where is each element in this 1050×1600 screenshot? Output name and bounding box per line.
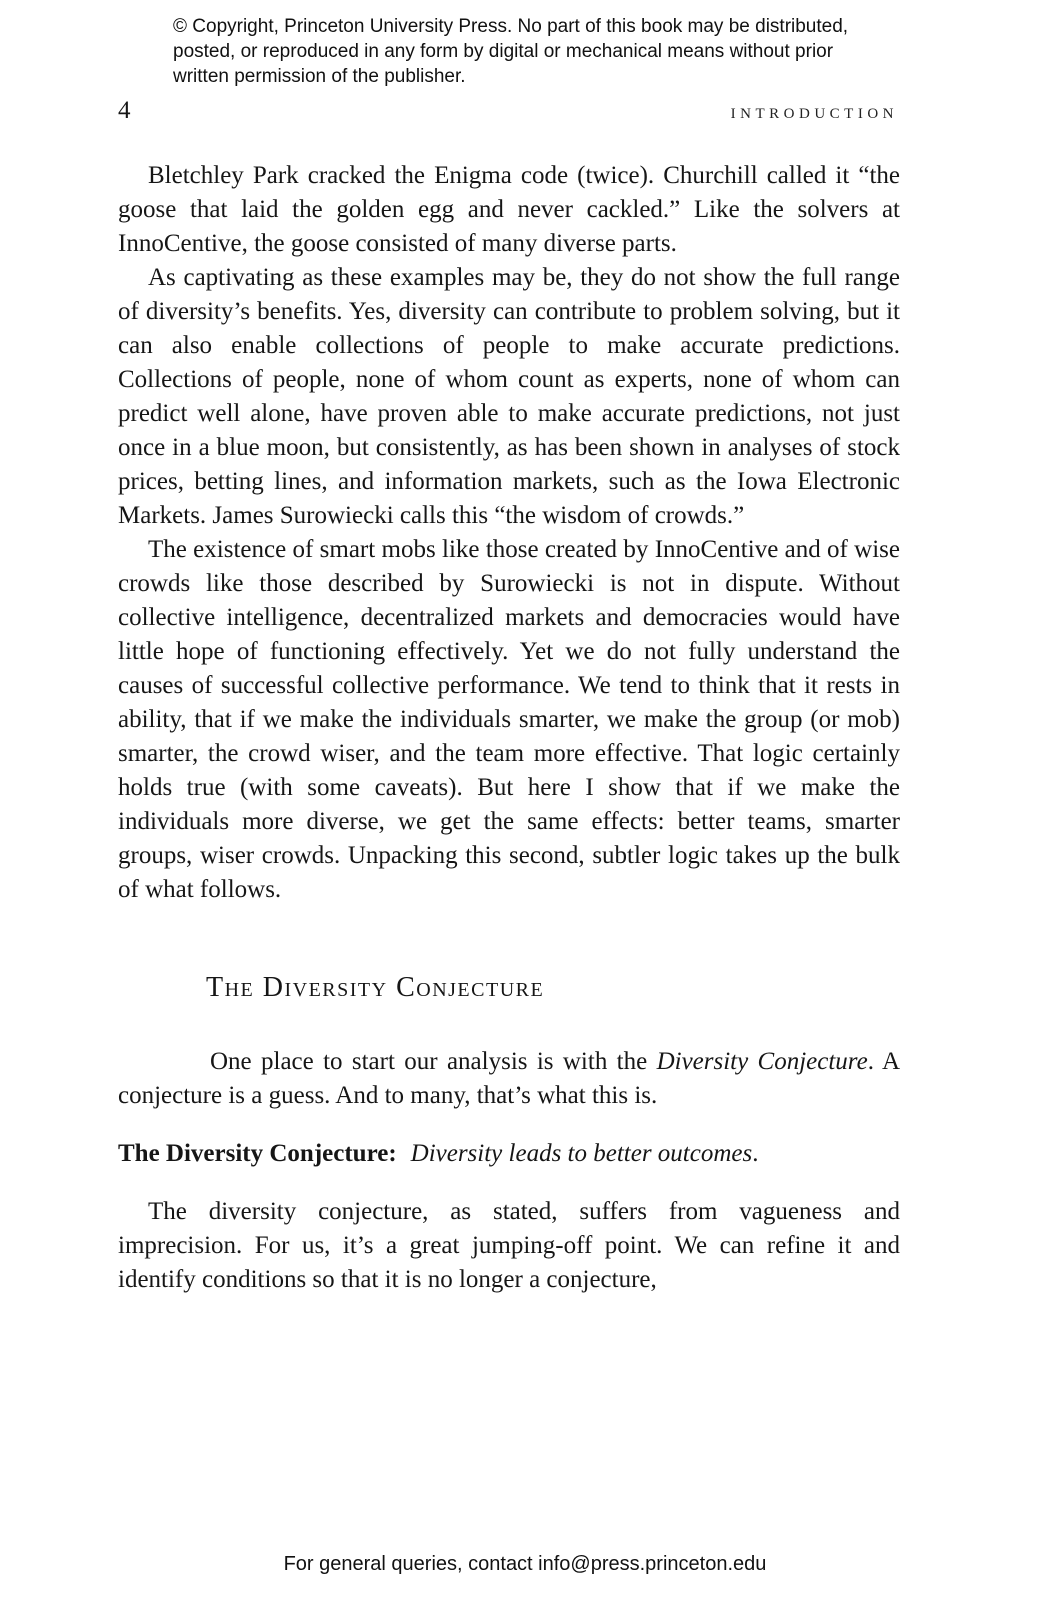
paragraph-one-place-italic: Diversity Conjecture — [656, 1048, 868, 1075]
running-head-title: INTRODUCTION — [730, 106, 898, 122]
conjecture-period: . — [752, 1140, 759, 1167]
paragraph-captivating: As captivating as these examples may be, they do not show the full range of diversity’s benefits. Yes, diversity can contribute to problem solving, but it can also enable collections of people to make accurate predictions. Collections of people, none of whom count as experts, none of whom can predict well alone, have proven able to make accurate predictions, not just once in a blue moon, but consistently, as has been shown in analyses of stock prices, betting lines, and information markets, such as the Iowa Electronic Markets. James Surowiecki calls this “the wisdom of crowds.” — [118, 264, 900, 529]
paragraph-vagueness: The diversity conjecture, as stated, suffers from vagueness and imprecision. For us, it’s a great jumping-off point. We can refine it and identify conditions so that it is no longer a conjecture, — [118, 1198, 900, 1293]
page-number: 4 — [118, 97, 131, 124]
conjecture-label: The Diversity Conjecture: — [118, 1140, 397, 1167]
paragraph-one-place-post: . A conjecture is a guess. And to many, that’s what this is. — [118, 1048, 900, 1109]
conjecture-text: Diversity leads to better outcomes — [410, 1140, 753, 1167]
running-header — [118, 97, 898, 125]
section-heading: The Diversity Conjecture — [206, 972, 545, 1003]
paragraph-bletchley: Bletchley Park cracked the Enigma code (twice). Churchill called it “the goose that laid the golden egg and never cackled.” Like the solvers at InnoCentive, the goose consisted of many diverse parts. — [118, 162, 900, 257]
body-text — [118, 159, 900, 1297]
paragraph-one-place-pre: One place to start our analysis is with the — [210, 1048, 657, 1075]
copyright-notice: © Copyright, Princeton University Press. No part of this book may be distributed, posted, or reproduced in any form by digital or mechanical means without prior written permission of the publisher. — [173, 16, 849, 87]
paragraph-one-place — [118, 1045, 900, 1113]
conjecture-statement — [118, 1137, 900, 1171]
paragraph-smart-mobs: The existence of smart mobs like those created by InnoCentive and of wise crowds like those described by Surowiecki is not in dispute. Without collective intelligence, decentralized markets and democracies would have little hope of functioning effectively. Yet we do not fully understand the causes of successful collective performance. We tend to think that it rests in ability, that if we make the individuals smarter, we make the group (or mob) smarter, the crowd wiser, and the team more effective. That logic certainly holds true (with some caveats). But here I show that if we make the individuals more diverse, we get the same effects: better teams, smarter groups, wiser crowds. Unpacking this second, subtler logic takes up the bulk of what follows. — [118, 536, 900, 903]
footer-contact: For general queries, contact info@press.princeton.edu — [283, 1553, 767, 1575]
